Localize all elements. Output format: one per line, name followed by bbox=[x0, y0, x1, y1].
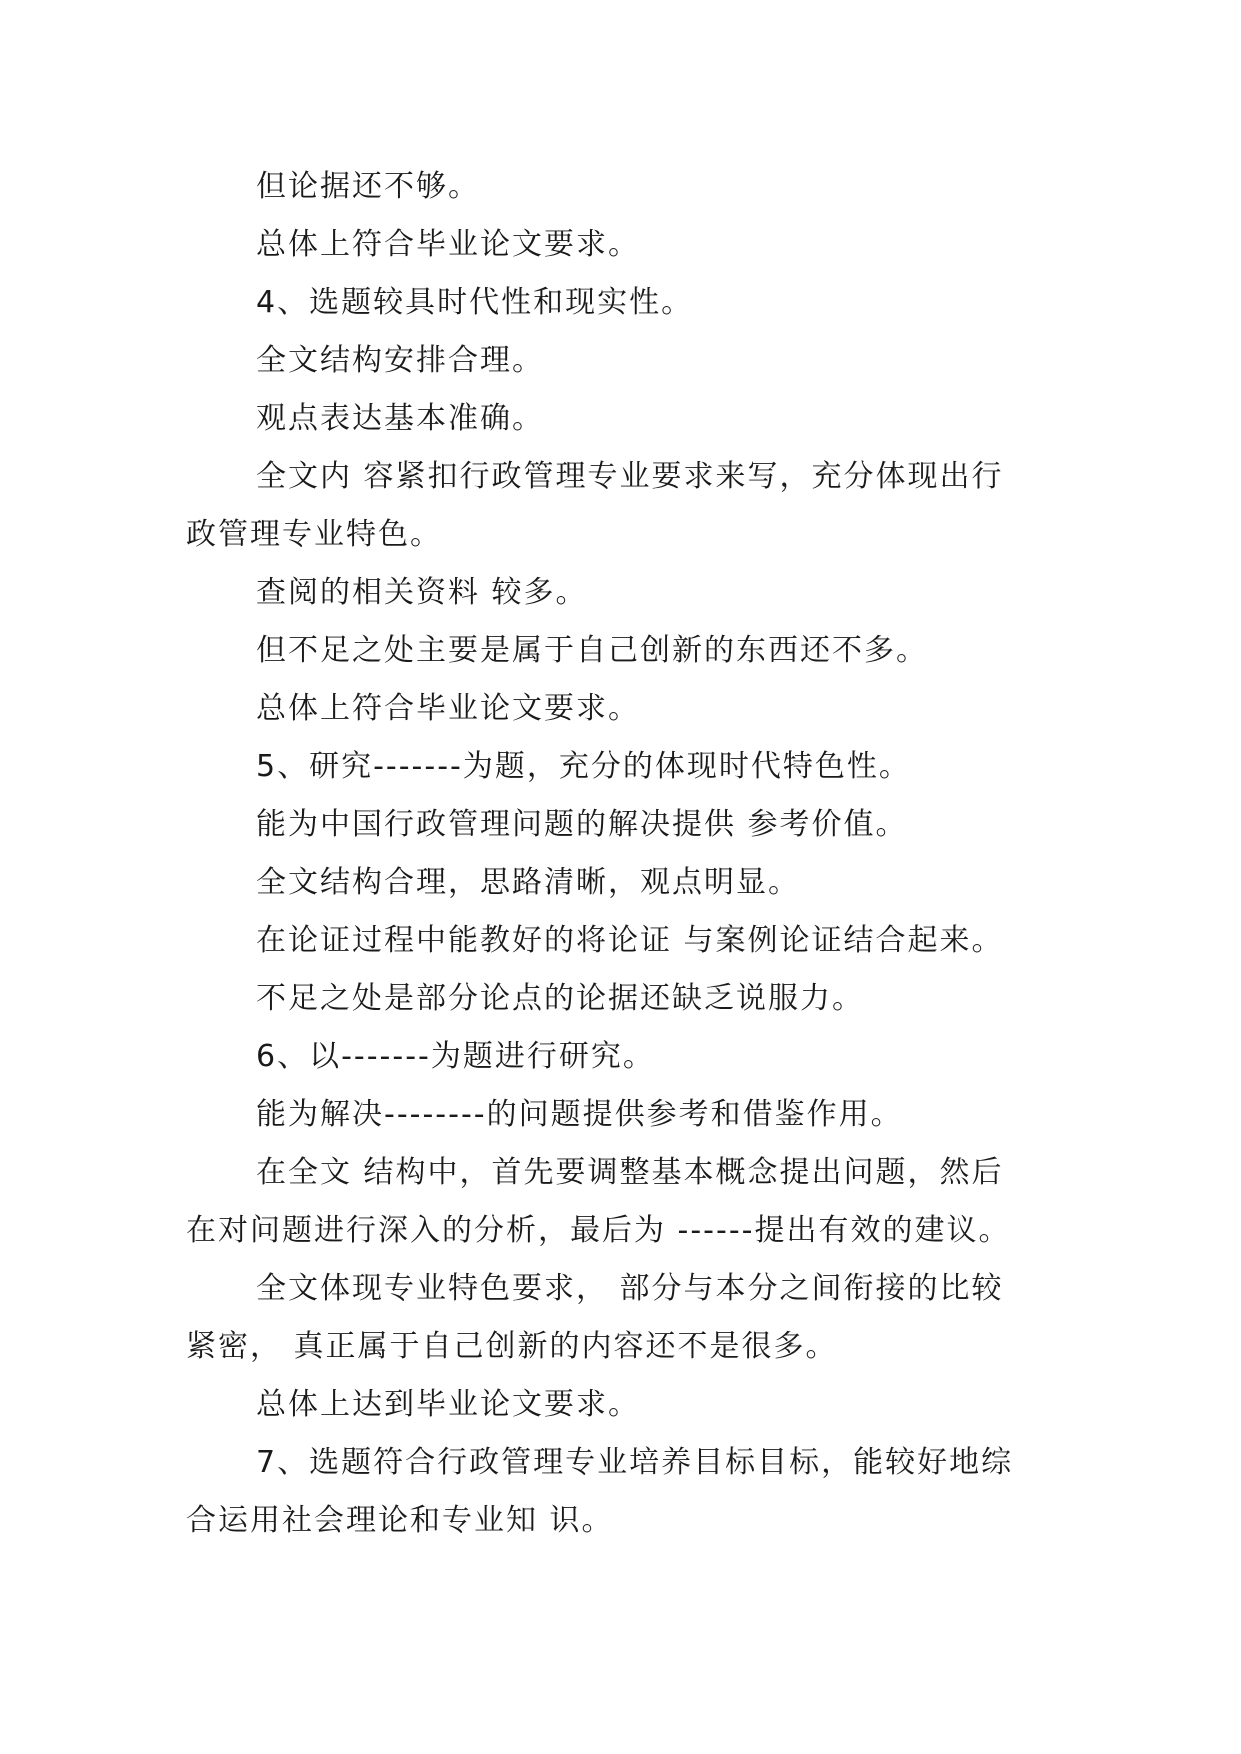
paragraph-line: 总体上符合毕业论文要求。 bbox=[256, 691, 640, 726]
paragraph-continuation-line: 政管理专业特色。 bbox=[186, 517, 442, 552]
paragraph-line: 但论据还不够。 bbox=[256, 169, 480, 204]
paragraph-line: 6、以-------为题进行研究。 bbox=[256, 1039, 655, 1074]
paragraph-line: 能为解决--------的问题提供参考和借鉴作用。 bbox=[256, 1097, 903, 1132]
paragraph-continuation-line: 在对问题进行深入的分析，最后为 ------提出有效的建议。 bbox=[186, 1213, 1011, 1248]
paragraph-line: 查阅的相关资料 较多。 bbox=[256, 575, 588, 610]
paragraph-line: 在论证过程中能教好的将论证 与案例论证结合起来。 bbox=[256, 923, 1004, 958]
paragraph-line: 全文结构合理，思路清晰，观点明显。 bbox=[256, 865, 800, 900]
paragraph-line: 能为中国行政管理问题的解决提供 参考价值。 bbox=[256, 807, 908, 842]
paragraph-line: 7、选题符合行政管理专业培养目标目标，能较好地综 bbox=[256, 1445, 1014, 1480]
paragraph-line: 但不足之处主要是属于自己创新的东西还不多。 bbox=[256, 633, 928, 668]
paragraph-line: 全文体现专业特色要求， 部分与本分之间衔接的比较 bbox=[256, 1271, 1004, 1306]
paragraph-line: 总体上达到毕业论文要求。 bbox=[256, 1387, 640, 1422]
paragraph-line: 全文结构安排合理。 bbox=[256, 343, 544, 378]
paragraph-line: 全文内 容紧扣行政管理专业要求来写，充分体现出行 bbox=[256, 459, 1004, 494]
paragraph-continuation-line: 合运用社会理论和专业知 识。 bbox=[186, 1503, 614, 1538]
paragraph-line: 在全文 结构中，首先要调整基本概念提出问题，然后 bbox=[256, 1155, 1004, 1190]
paragraph-line: 5、研究-------为题，充分的体现时代特色性。 bbox=[256, 749, 911, 784]
document-body bbox=[186, 158, 1056, 1550]
paragraph-line: 观点表达基本准确。 bbox=[256, 401, 544, 436]
paragraph-continuation-line: 紧密， 真正属于自己创新的内容还不是很多。 bbox=[186, 1329, 838, 1364]
paragraph-line: 不足之处是部分论点的论据还缺乏说服力。 bbox=[256, 981, 864, 1016]
paragraph-line: 4、选题较具时代性和现实性。 bbox=[256, 285, 694, 320]
paragraph-line: 总体上符合毕业论文要求。 bbox=[256, 227, 640, 262]
